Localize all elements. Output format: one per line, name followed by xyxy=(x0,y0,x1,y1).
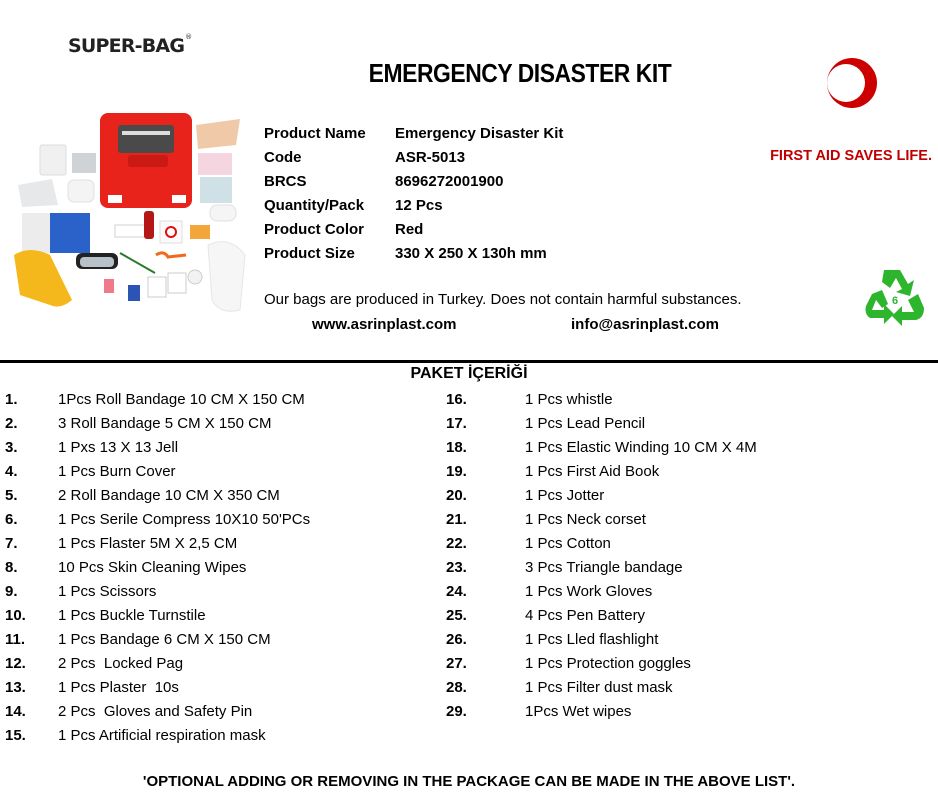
item-number: 12. xyxy=(5,655,26,672)
item-number: 21. xyxy=(446,511,467,528)
spec-value: Emergency Disaster Kit xyxy=(395,125,564,142)
item-text: 1 Pcs Elastic Winding 10 CM X 4M xyxy=(525,439,757,456)
item-text: 4 Pcs Pen Battery xyxy=(525,607,646,624)
red-crescent-icon xyxy=(826,57,878,109)
spec-value: Red xyxy=(395,221,424,238)
item-text: 1 Pcs Jotter xyxy=(525,487,605,504)
list-item xyxy=(5,701,310,725)
brand-name: SUPER-BAG xyxy=(68,35,185,57)
item-text: 10 Pcs Skin Cleaning Wipes xyxy=(58,559,247,576)
list-item xyxy=(446,413,757,437)
item-number: 15. xyxy=(5,727,26,744)
contents-list-left xyxy=(5,389,310,749)
item-number: 8. xyxy=(5,559,18,576)
item-text: 1 Pcs whistle xyxy=(525,391,613,408)
footer-note: 'OPTIONAL ADDING OR REMOVING IN THE PACKAGE CAN BE MADE IN THE ABOVE LIST'. xyxy=(142,773,796,790)
spec-label: Product Color xyxy=(264,221,364,238)
spec-row-color xyxy=(264,220,563,244)
list-item xyxy=(5,677,310,701)
item-number: 23. xyxy=(446,559,467,576)
spec-row-size xyxy=(264,244,563,268)
list-item xyxy=(446,677,757,701)
item-number: 18. xyxy=(446,439,467,456)
item-number: 19. xyxy=(446,463,467,480)
list-item xyxy=(5,725,310,749)
list-item xyxy=(5,557,310,581)
list-item xyxy=(446,629,757,653)
spec-label: Product Name xyxy=(264,125,366,142)
list-item xyxy=(446,509,757,533)
website-link[interactable]: www.asrinplast.com xyxy=(312,316,457,333)
item-text: 1 Pcs Artificial respiration mask xyxy=(58,727,266,744)
item-number: 26. xyxy=(446,631,467,648)
recycle-code: 6 xyxy=(891,295,899,307)
spec-value: ASR-5013 xyxy=(395,149,466,166)
spec-row-product-name xyxy=(264,124,563,148)
spec-label: Code xyxy=(264,149,302,166)
list-item xyxy=(5,581,310,605)
item-text: 3 Roll Bandage 5 CM X 150 CM xyxy=(58,415,272,432)
item-text: 1 Pcs Flaster 5M X 2,5 CM xyxy=(58,535,238,552)
item-text: 1 Pcs Filter dust mask xyxy=(525,679,673,696)
item-text: 1 Pcs Burn Cover xyxy=(58,463,176,480)
list-item xyxy=(446,557,757,581)
spec-row-quantity xyxy=(264,196,563,220)
item-text: 1 Pcs Lead Pencil xyxy=(525,415,646,432)
item-text: 1 Pcs Neck corset xyxy=(525,511,646,528)
product-photo xyxy=(0,105,258,337)
list-item xyxy=(446,605,757,629)
item-text: 1 Pxs 13 X 13 Jell xyxy=(58,439,179,456)
list-item xyxy=(5,653,310,677)
list-item xyxy=(446,389,757,413)
email-link[interactable]: info@asrinplast.com xyxy=(571,316,719,333)
item-text: 1 Pcs Work Gloves xyxy=(525,583,653,600)
list-item xyxy=(446,533,757,557)
item-number: 28. xyxy=(446,679,467,696)
list-item xyxy=(446,701,757,725)
item-number: 24. xyxy=(446,583,467,600)
origin-note: Our bags are produced in Turkey. Does not contain harmful substances. xyxy=(264,291,742,308)
list-item xyxy=(446,653,757,677)
item-text: 2 Pcs Locked Pag xyxy=(58,655,184,672)
item-text: 1 Pcs Plaster 10s xyxy=(58,679,179,696)
section-divider xyxy=(0,360,938,363)
list-item xyxy=(5,629,310,653)
item-number: 3. xyxy=(5,439,18,456)
item-text: 1 Pcs Buckle Turnstile xyxy=(58,607,206,624)
spec-row-code xyxy=(264,148,563,172)
list-item xyxy=(5,389,310,413)
item-text: 1Pcs Roll Bandage 10 CM X 150 CM xyxy=(58,391,305,408)
item-number: 27. xyxy=(446,655,467,672)
trademark-symbol: ® xyxy=(185,33,192,41)
item-number: 13. xyxy=(5,679,26,696)
list-item xyxy=(5,413,310,437)
item-number: 20. xyxy=(446,487,467,504)
spec-value: 330 X 250 X 130h mm xyxy=(395,245,547,262)
item-text: 1 Pcs Serile Compress 10X10 50'PCs xyxy=(58,511,311,528)
item-text: 1 Pcs Protection goggles xyxy=(525,655,691,672)
motto-text: FIRST AID SAVES LIFE. xyxy=(770,148,932,164)
list-item xyxy=(5,437,310,461)
page-title: EMERGENCY DISASTER KIT xyxy=(368,58,672,88)
item-number: 14. xyxy=(5,703,26,720)
list-item xyxy=(446,581,757,605)
item-text: 1 Pcs First Aid Book xyxy=(525,463,660,480)
recycle-icon xyxy=(862,264,926,330)
list-item xyxy=(5,509,310,533)
item-number: 17. xyxy=(446,415,467,432)
item-text: 3 Pcs Triangle bandage xyxy=(525,559,683,576)
item-number: 5. xyxy=(5,487,18,504)
product-specs xyxy=(264,124,563,268)
spec-value: 8696272001900 xyxy=(395,173,504,190)
contents-heading: PAKET İÇERİĞİ xyxy=(410,365,528,382)
item-number: 1. xyxy=(5,391,18,408)
list-item xyxy=(5,485,310,509)
item-number: 6. xyxy=(5,511,18,528)
item-text: 2 Pcs Gloves and Safety Pin xyxy=(58,703,253,720)
item-text: 1 Pcs Cotton xyxy=(525,535,611,552)
item-text: 2 Roll Bandage 10 CM X 350 CM xyxy=(58,487,280,504)
spec-label: Quantity/Pack xyxy=(264,197,365,214)
item-number: 4. xyxy=(5,463,18,480)
item-text: 1Pcs Wet wipes xyxy=(525,703,632,720)
spec-label: Product Size xyxy=(264,245,355,262)
list-item xyxy=(446,437,757,461)
item-text: 1 Pcs Bandage 6 CM X 150 CM xyxy=(58,631,271,648)
brand-logo xyxy=(68,35,191,57)
item-number: 2. xyxy=(5,415,18,432)
item-number: 25. xyxy=(446,607,467,624)
item-number: 10. xyxy=(5,607,26,624)
spec-value: 12 Pcs xyxy=(395,197,443,214)
list-item xyxy=(446,485,757,509)
list-item xyxy=(446,461,757,485)
list-item xyxy=(5,605,310,629)
item-text: 1 Pcs Lled flashlight xyxy=(525,631,659,648)
spec-row-brcs xyxy=(264,172,563,196)
item-number: 11. xyxy=(5,631,26,648)
item-number: 7. xyxy=(5,535,18,552)
list-item xyxy=(5,461,310,485)
list-item xyxy=(5,533,310,557)
item-number: 9. xyxy=(5,583,18,600)
item-number: 22. xyxy=(446,535,467,552)
item-text: 1 Pcs Scissors xyxy=(58,583,157,600)
contents-list-right xyxy=(446,389,757,725)
item-number: 16. xyxy=(446,391,467,408)
item-number: 29. xyxy=(446,703,467,720)
spec-label: BRCS xyxy=(264,173,307,190)
